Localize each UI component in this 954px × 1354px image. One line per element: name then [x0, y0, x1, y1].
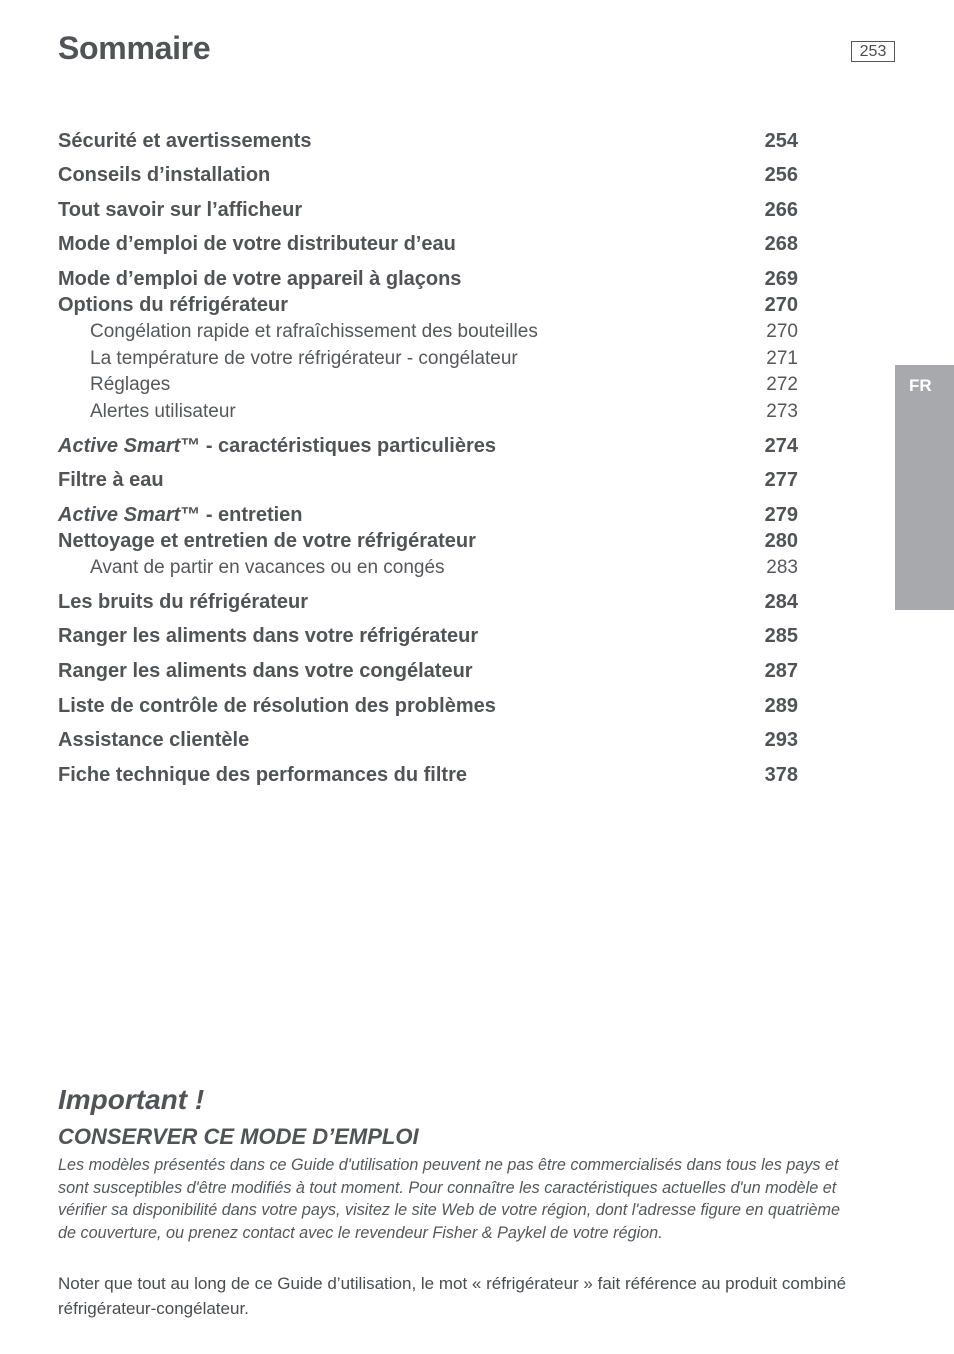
- toc-entry-label-text: La température de votre réfrigérateur - congélateur: [90, 347, 518, 369]
- language-tab: [895, 365, 954, 610]
- toc-entry-label: [58, 695, 496, 718]
- toc-entry[interactable]: [58, 654, 800, 689]
- toc-subentry[interactable]: [58, 402, 800, 429]
- toc-entry-label-text: Congélation rapide et rafraîchissement des bouteilles: [90, 321, 538, 343]
- toc-entry[interactable]: [58, 758, 800, 793]
- toc-entry-label-text: Options du réfrigérateur: [58, 293, 289, 316]
- note-text: Noter que tout au long de ce Guide d’utilisation, le mot « réfrigérateur » fait référence au produit combiné réfrigérateur-congélateur.: [58, 1274, 847, 1318]
- toc-entry-label: [58, 268, 461, 291]
- toc-entry-label-text: Nettoyage et entretien de votre réfrigérateur: [58, 529, 476, 552]
- page-title: Sommaire: [58, 30, 211, 66]
- toc-entry-label-text: Liste de contrôle de résolution des problèmes: [58, 694, 496, 717]
- disclaimer-text: Les modèles présentés dans ce Guide d'utilisation peuvent ne pas être commercialisés dans tous les pays et sont susceptibles d'être modifiés à tout moment. Pour connaître les caractéristiques actuelles d'un modèle et vérifier sa disponibilité dans votre pays, visitez le site Web de votre région, dont l'adresse figure en quatrième de couverture, ou prenez contact avec le revendeur Fisher & Paykel de votre région.: [58, 1156, 840, 1243]
- toc-entry-label: [58, 294, 288, 317]
- toc-entry-label-text: ™ - caractéristiques particulières: [180, 434, 496, 457]
- toc-entry[interactable]: [58, 464, 800, 499]
- toc-entry-label-text: Les bruits du réfrigérateur: [58, 590, 309, 613]
- toc-entry-label: [90, 348, 518, 370]
- toc-entry-page: 273: [766, 400, 798, 422]
- toc-entry-page: 274: [764, 434, 798, 457]
- toc-entry-page: 289: [764, 694, 798, 717]
- toc-entry-label-text: Réglages: [90, 374, 171, 396]
- language-tab-label: FR: [909, 376, 932, 395]
- toc-entry-label-text: Mode d’emploi de votre distributeur d’eau: [58, 233, 456, 256]
- toc-entry-page: 279: [764, 503, 798, 526]
- toc-entry-page: 277: [764, 469, 798, 492]
- toc-entry-label-text: Alertes utilisateur: [90, 400, 236, 422]
- toc-entry-label-text: Sécurité et avertissements: [58, 129, 312, 152]
- toc-entry-label-text: Assistance clientèle: [58, 729, 250, 752]
- toc-entry-label: [58, 660, 473, 683]
- important-heading: Important !: [58, 1084, 205, 1115]
- toc-entry-label: [58, 764, 467, 787]
- toc-entry[interactable]: [58, 724, 800, 759]
- toc-subentry[interactable]: [58, 349, 800, 376]
- toc-entry-label: [58, 199, 302, 222]
- toc-entry-page: 270: [766, 321, 798, 343]
- toc-subentry[interactable]: [58, 323, 800, 350]
- toc-entry-label-text: Avant de partir en vacances ou en congés: [90, 557, 445, 579]
- toc-entry[interactable]: [58, 498, 800, 533]
- toc-entry[interactable]: [58, 124, 800, 159]
- toc-entry-label-text: Tout savoir sur l’afficheur: [58, 198, 303, 221]
- toc-entry-label-text: ™ - entretien: [180, 503, 303, 526]
- toc-entry[interactable]: [58, 262, 800, 297]
- toc-entry-page: 268: [764, 233, 798, 256]
- toc-entry[interactable]: [58, 585, 800, 620]
- toc-entry-label: [58, 435, 496, 458]
- toc-entry-label: [58, 530, 476, 553]
- toc-entry-page: 285: [764, 625, 798, 648]
- important-subheading: CONSERVER CE MODE D’EMPLOI: [58, 1124, 419, 1149]
- toc-entry-page: 254: [764, 129, 798, 152]
- toc-entry-label: [90, 401, 236, 423]
- toc-entry-page: 287: [764, 660, 798, 683]
- toc-entry-page: 270: [764, 293, 798, 316]
- toc-entry-page: 283: [766, 557, 798, 579]
- toc-entry-label: [58, 164, 270, 187]
- toc-entry-page: 378: [764, 763, 798, 786]
- toc-entry-label: [58, 233, 456, 256]
- toc-entry-label-italic: Active Smart: [58, 434, 181, 457]
- toc-entry-page: 293: [764, 729, 798, 752]
- toc-entry-label: [58, 504, 303, 527]
- toc-entry-label-text: Mode d’emploi de votre appareil à glaçons: [58, 267, 462, 290]
- toc-entry-label: [90, 557, 445, 579]
- toc-entry[interactable]: [58, 193, 800, 228]
- toc-subentry[interactable]: [58, 559, 800, 586]
- toc-entry-label-text: Fiche technique des performances du filtre: [58, 763, 467, 786]
- toc-entry-page: 256: [764, 164, 798, 187]
- toc-entry-label-text: Filtre à eau: [58, 469, 164, 492]
- toc-entry-label: [90, 374, 170, 396]
- toc-entry-page: 266: [764, 198, 798, 221]
- table-of-contents: [58, 124, 800, 793]
- toc-entry-page: 269: [764, 267, 798, 290]
- toc-entry-label: [58, 469, 164, 492]
- toc-entry-page: 280: [764, 529, 798, 552]
- toc-entry-label-text: Ranger les aliments dans votre réfrigérateur: [58, 625, 479, 648]
- toc-entry[interactable]: [58, 429, 800, 464]
- toc-entry-page: 284: [764, 590, 798, 613]
- toc-entry[interactable]: [58, 529, 800, 559]
- toc-entry-label: [90, 321, 538, 343]
- toc-entry[interactable]: [58, 228, 800, 263]
- toc-entry-label: [58, 130, 311, 153]
- toc-subentry[interactable]: [58, 376, 800, 403]
- toc-entry-label: [58, 729, 249, 752]
- toc-entry-label-text: Conseils d’installation: [58, 164, 271, 187]
- toc-entry-label-italic: Active Smart: [58, 503, 181, 526]
- toc-entry-label-text: Ranger les aliments dans votre congélateur: [58, 660, 473, 683]
- toc-entry-page: 272: [766, 374, 798, 396]
- toc-entry-label: [58, 591, 308, 614]
- page-number: 253: [851, 41, 895, 62]
- toc-entry[interactable]: [58, 689, 800, 724]
- toc-entry-page: 271: [766, 347, 798, 369]
- toc-entry[interactable]: [58, 620, 800, 655]
- toc-entry[interactable]: [58, 159, 800, 194]
- toc-entry[interactable]: [58, 293, 800, 323]
- toc-entry-label: [58, 625, 478, 648]
